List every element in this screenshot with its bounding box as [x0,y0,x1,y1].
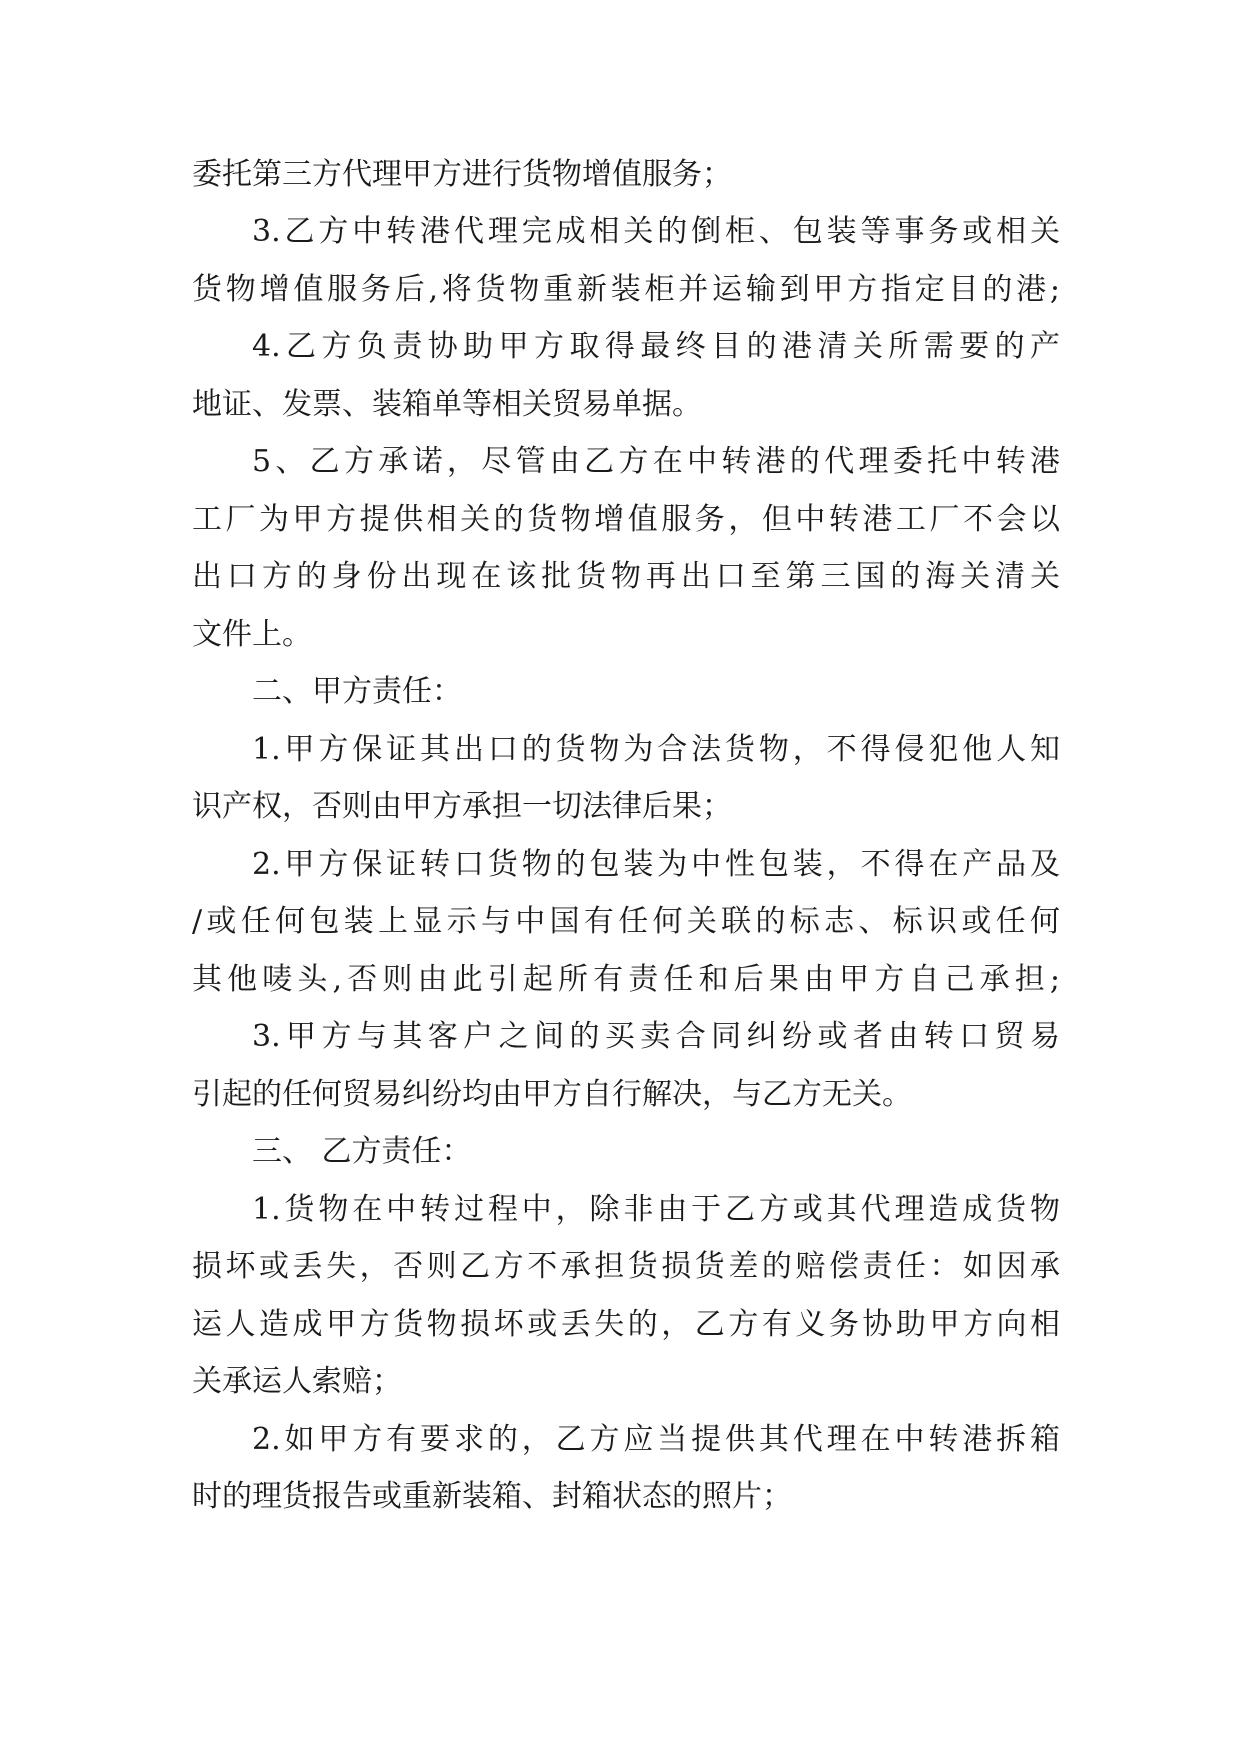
text-line: 引起的任何贸易纠纷均由甲方自行解决，与乙方无关。 [192,1077,912,1112]
text-line: 3.乙方中转港代理完成相关的倒柜、包装等事务或相关 [252,214,1060,249]
text-line: 运人造成甲方货物损坏或丢失的，乙方有义务协助甲方向相 [192,1307,1060,1342]
section-heading: 三、 乙方责任： [252,1134,472,1169]
section-heading: 二、甲方责任： [252,674,462,709]
text-line: 委托第三方代理甲方进行货物增值服务； [192,157,732,192]
text-line: 5、乙方承诺，尽管由乙方在中转港的代理委托中转港 [252,444,1060,479]
text-line: 其他唛头,否则由此引起所有责任和后果由甲方自己承担; [192,962,1060,997]
text-line: 关承运人索赔； [192,1364,402,1399]
text-line: 3.甲方与其客户之间的买卖合同纠纷或者由转口贸易 [252,1019,1060,1054]
text-line: 文件上。 [192,617,312,652]
text-line: 货物增值服务后,将货物重新装柜并运输到甲方指定目的港; [192,272,1060,307]
text-line: 2.甲方保证转口货物的包装为中性包装，不得在产品及 [252,847,1060,882]
text-line: 2.如甲方有要求的，乙方应当提供其代理在中转港拆箱 [252,1422,1060,1457]
text-line: 时的理货报告或重新装箱、封箱状态的照片； [192,1479,792,1514]
text-line: 4.乙方负责协助甲方取得最终目的港清关所需要的产 [252,329,1060,364]
text-line: 工厂为甲方提供相关的货物增值服务，但中转港工厂不会以 [192,502,1060,537]
text-line: 1.甲方保证其出口的货物为合法货物，不得侵犯他人知 [252,732,1060,767]
text-line: 损坏或丢失，否则乙方不承担货损货差的赔偿责任：如因承 [192,1249,1060,1284]
text-line: 1.货物在中转过程中，除非由于乙方或其代理造成货物 [252,1192,1060,1227]
text-line: 地证、发票、装箱单等相关贸易单据。 [192,387,702,422]
text-line: /或任何包装上显示与中国有任何关联的标志、标识或任何 [192,904,1060,939]
text-line: 出口方的身份出现在该批货物再出口至第三国的海关清关 [192,559,1060,594]
text-line: 识产权，否则由甲方承担一切法律后果； [192,789,732,824]
